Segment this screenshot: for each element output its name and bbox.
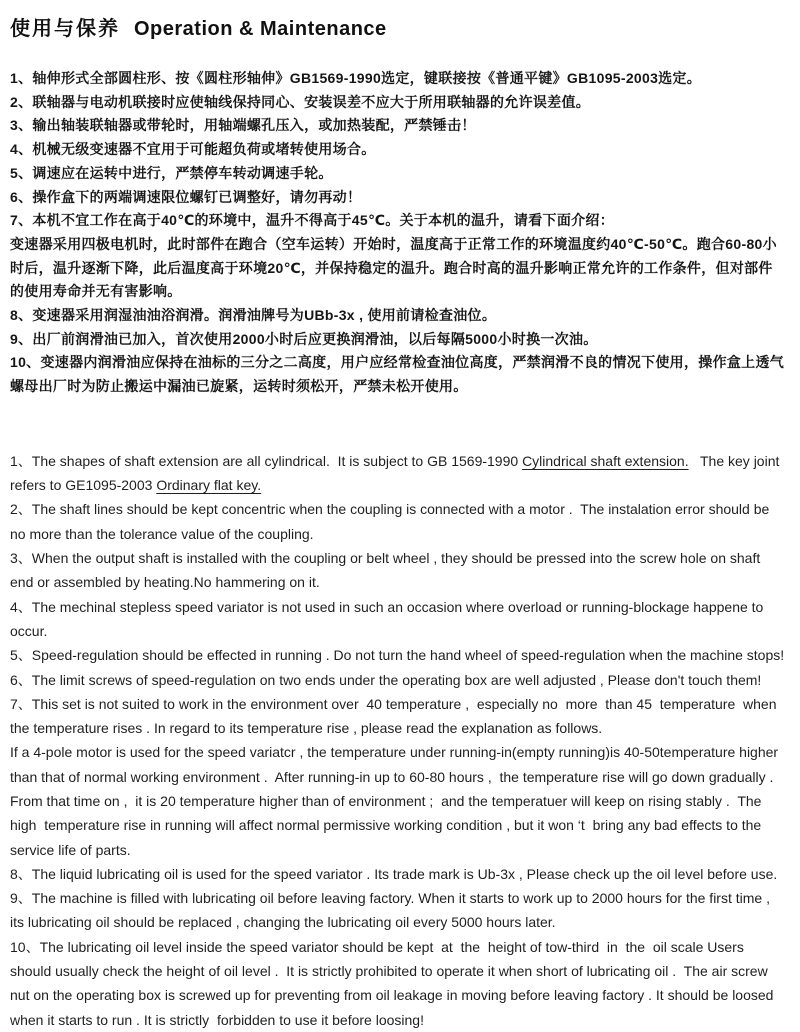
cn-item-4: 4、机械无级变速器不宜用于可能超负荷或堵转使用场合。 <box>10 141 376 158</box>
cn-item-6: 6、操作盒下的两端调速限位螺钉已调整好，请勿再动！ <box>10 188 362 205</box>
en-item-4: 4、The mechinal stepless speed variator is not used in such an occasion where overload or running-blockage happene to occur. <box>10 598 768 639</box>
cn-item-9: 9、出厂前润滑油已加入，首次使用2000小时后应更换润滑油，以后每隔5000小时换一次油。 <box>10 330 598 347</box>
en-item-2: 2、The shaft lines should be kept concentric when the coupling is connected with a motor . The instalation error should be no more than the tolerance value of the coupling. <box>10 501 774 542</box>
english-instructions-section <box>10 449 786 1032</box>
en-item-9: 9、The machine is filled with lubricating oil before leaving factory. When it starts to work up to 2000 hours for the first time , its lubricating oil should be replaced , changing the lubricating oil every 5000 hours later. <box>10 890 774 931</box>
cn-item-3: 3、输出轴装联轴器或带轮时，用轴端螺孔压入，或加热装配，严禁锤击！ <box>10 117 476 134</box>
en-item-3: 3、When the output shaft is installed with the coupling or belt wheel , they should be pressed into the screw hole on shaft end or assembled by heating.No hammering on it. <box>10 550 765 591</box>
cn-item-7-note: 变速器采用四极电机时，此时部件在跑合（空车运转）开始时，温度高于正常工作的环境温度约40℃-50℃。跑合60-80小时后，温升逐渐下降，此后温度高于环境20℃，并保持稳定的温升。跑合时高的温升影响正常允许的工作条件，但对部件的使用寿命并无有害影响。 <box>10 235 777 300</box>
en-item-10: 10、The lubricating oil level inside the speed variator should be kept at the height of tow-third in the oil scale Users should usually check the height of oil level . It is strictly prohibited to operate it when short of lubricating oil . The air screw nut on the operating box is screwed up for preventing from oil leakage in moving before leaving factory . It should be loosed when it starts to run . It is strictly forbidden to use it before loosing! <box>10 938 778 1028</box>
en-item-1-key-ref: Ordinary flat key. <box>156 477 262 494</box>
page-title-english: Operation & Maintenance <box>134 18 387 40</box>
en-item-6: 6、The limit screws of speed-regulation on two ends under the operating box are well adjusted , Please don't touch them! <box>10 671 762 688</box>
cn-item-5: 5、调速应在运转中进行，严禁停车转动调速手轮。 <box>10 164 333 181</box>
en-item-1-standard-ref: Cylindrical shaft extension. <box>522 452 689 469</box>
en-item-1 <box>10 449 786 498</box>
en-item-5: 5、Speed-regulation should be effected in running . Do not turn the hand wheel of speed-regulation when the machine stops! <box>10 647 785 664</box>
chinese-instructions-section <box>10 67 786 399</box>
cn-item-10: 10、变速器内润滑油应保持在油标的三分之二高度，用户应经常检查油位高度，严禁润滑不良的情况下使用，操作盒上透气螺母出厂时为防止搬运中漏油已旋紧，运转时须松开，严禁未松开使用。 <box>10 354 785 395</box>
en-item-7-note: If a 4-pole motor is used for the speed variatcr , the temperature under running-in(empty running)is 40-50temperature higher than that of normal working environment . After running-in up to 60-80 hours , the temperature rise will go down gradually . From that time on , it is 20 temperature higher than of environment ; and the temperatuer will keep on rising stably . The high temperature rise in running will affect normal permissive working condition , but it won ‘t bring any bad effects to the service life of parts. <box>10 744 782 858</box>
page-title <box>10 12 786 41</box>
en-item-1-text-2: The key joint refers to GE1095-2003 <box>10 452 784 494</box>
en-item-8: 8、The liquid lubricating oil is used for the speed variator . Its trade mark is Ub-3x , Please check up the oil level before use. <box>10 865 778 882</box>
cn-item-1: 1、轴伸形式全部圆柱形、按《圆柱形轴伸》GB1569-1990选定，键联接按《普通平键》GB1095-2003选定。 <box>10 70 702 86</box>
cn-item-2: 2、联轴器与电动机联接时应使轴线保持同心、安装误差不应大于所用联轴器的允许误差值。 <box>10 93 591 110</box>
cn-item-7: 7、本机不宜工作在高于40℃的环境中，温升不得高于45℃。关于本机的温升，请看下面介绍： <box>10 212 615 229</box>
en-item-1-text: 1、The shapes of shaft extension are all cylindrical. It is subject to GB 1569-1990 <box>10 452 523 469</box>
page-title-chinese: 使用与保养 <box>10 18 120 40</box>
cn-item-8: 8、变速器采用润湿油油浴润滑。润滑油牌号为UBb-3x , 使用前请检查油位。 <box>10 307 497 324</box>
en-item-7: 7、This set is not suited to work in the environment over 40 temperature , especially no more than 45 temperature when the temperature rises . In regard to its temperature rise , please read the explanation as follows. <box>10 695 781 737</box>
